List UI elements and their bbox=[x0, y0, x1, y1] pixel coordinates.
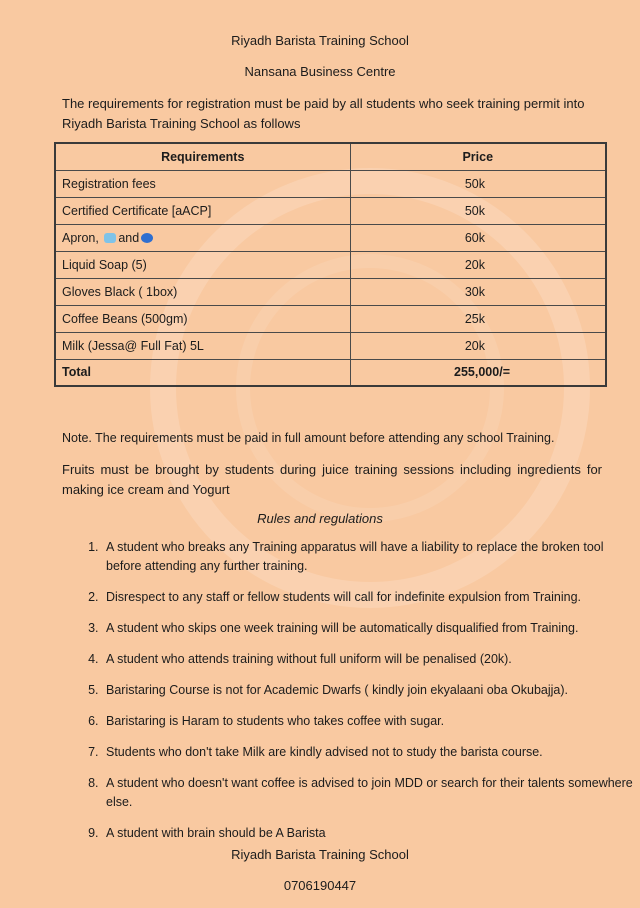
column-header-requirements: Requirements bbox=[55, 143, 350, 170]
table-row bbox=[55, 332, 606, 359]
requirement-item: Registration fees bbox=[55, 170, 350, 197]
intro-paragraph: The requirements for registration must be paid by all students who seek training permit into Riyadh Barista Training School as follows bbox=[62, 96, 585, 131]
total-value: 255,000/= bbox=[350, 359, 606, 386]
requirement-item: Liquid Soap (5) bbox=[55, 251, 350, 278]
rule-item: 6. Baristaring is Haram to students who takes coffee with sugar. bbox=[102, 712, 640, 731]
payment-note: Note. The requirements must be paid in full amount before attending any school Training. bbox=[62, 431, 555, 445]
apron-label: Apron, bbox=[62, 230, 103, 245]
and-label: and bbox=[118, 230, 140, 245]
requirement-item: Coffee Beans (500gm) bbox=[55, 305, 350, 332]
column-header-price: Price bbox=[350, 143, 606, 170]
rule-item: 3. A student who skips one week training will be automatically disqualified from Training. bbox=[102, 619, 640, 638]
rule-item: 1. A student who breaks any Training apparatus will have a liability to replace the broken tool before attending any further training. bbox=[102, 538, 640, 576]
requirements-table bbox=[54, 142, 607, 387]
requirement-item: Certified Certificate [aACP] bbox=[55, 197, 350, 224]
rule-item: 2. Disrespect to any staff or fellow students will call for indefinite expulsion from Training. bbox=[102, 588, 640, 607]
table-row bbox=[55, 251, 606, 278]
rules-heading: Rules and regulations bbox=[257, 511, 383, 526]
table-row bbox=[55, 170, 606, 197]
rule-item: 9. A student with brain should be A Barista bbox=[102, 824, 640, 843]
requirement-price: 50k bbox=[350, 197, 606, 224]
requirement-price: 25k bbox=[350, 305, 606, 332]
fruits-paragraph: Fruits must be brought by students during juice training sessions including ingredients for making ice cream and Yogurt bbox=[62, 462, 602, 497]
table-row bbox=[55, 197, 606, 224]
rule-item: 4. A student who attends training without full uniform will be penalised (20k). bbox=[102, 650, 640, 669]
footer-school-name: Riyadh Barista Training School bbox=[231, 847, 409, 862]
requirement-price: 50k bbox=[350, 170, 606, 197]
table-row bbox=[55, 224, 606, 251]
table-header-row bbox=[55, 143, 606, 170]
total-row bbox=[55, 359, 606, 386]
total-label: Total bbox=[55, 359, 350, 386]
requirement-price: 20k bbox=[350, 332, 606, 359]
rules-list bbox=[62, 538, 640, 855]
rule-item: 8. A student who doesn't want coffee is advised to join MDD or search for their talents somewhere else. bbox=[102, 774, 640, 812]
shirt-icon bbox=[104, 233, 116, 243]
school-title: Riyadh Barista Training School bbox=[231, 33, 409, 48]
requirement-item: Milk (Jessa@ Full Fat) 5L bbox=[55, 332, 350, 359]
cap-icon bbox=[141, 233, 153, 243]
table-row bbox=[55, 278, 606, 305]
rule-item: 7. Students who don't take Milk are kindly advised not to study the barista course. bbox=[102, 743, 640, 762]
table-row bbox=[55, 305, 606, 332]
requirement-item: Gloves Black ( 1box) bbox=[55, 278, 350, 305]
requirement-item bbox=[55, 224, 350, 251]
requirement-price: 20k bbox=[350, 251, 606, 278]
requirement-price: 60k bbox=[350, 224, 606, 251]
school-location: Nansana Business Centre bbox=[244, 64, 396, 79]
rule-item: 5. Baristaring Course is not for Academic Dwarfs ( kindly join ekyalaani oba Okubajja). bbox=[102, 681, 640, 700]
footer-phone: 0706190447 bbox=[283, 878, 357, 893]
requirement-price: 30k bbox=[350, 278, 606, 305]
